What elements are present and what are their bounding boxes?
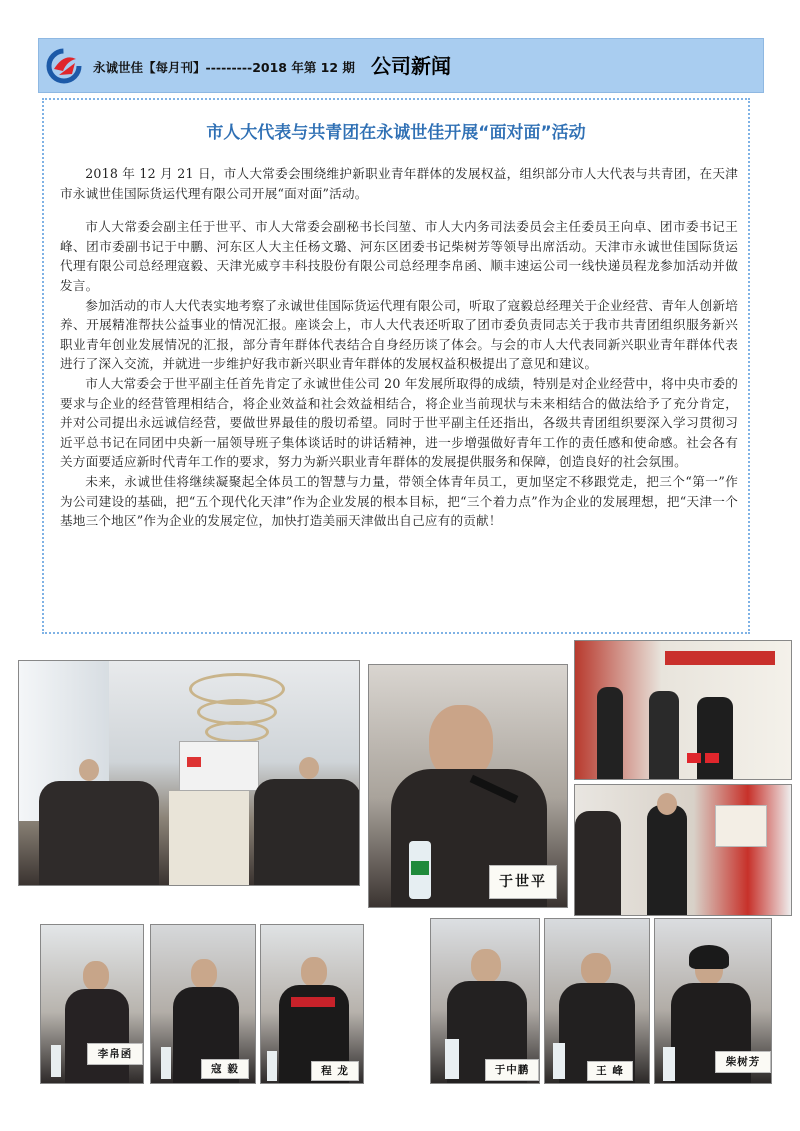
article-paragraph: 未来，永诚世佳将继续凝聚起全体员工的智慧与力量，带领全体青年员工，更加坚定不移跟党走，把三个“第一”作为公司建设的基础，把“五个现代化天津”作为企业发展的根本目标，把“三个着力点”作为企业的发展理想，把“天津一个基地三个地区”作为企业的发展定位，加快打造美丽天津做出自己应有的贡献！: [60, 473, 738, 529]
photo-kou-yi: [150, 924, 256, 1084]
article-paragraph: 2018 年 12 月 21 日，市人大常委会围绕维护新职业青年群体的发展权益，组织部分市人大代表与共青团，在天津市永诚世佳国际货运代理有限公司开展“面对面”活动。: [60, 166, 738, 201]
photo-li-bohan: [40, 924, 144, 1084]
company-logo-icon: [45, 47, 83, 85]
photo-caption: 李帛函: [87, 1043, 143, 1065]
section-title: 公司新闻: [371, 54, 451, 78]
photo-chai-shufang: [654, 918, 772, 1084]
photo-caption: 王 峰: [587, 1061, 633, 1081]
publication-issue: 永诚世佳【每月刊】---------2018 年第 12 期: [93, 60, 355, 75]
photo-caption: 柴树芳: [715, 1051, 771, 1073]
photo-caption: 于中鹏: [485, 1059, 539, 1081]
article-paragraph: 市人大常委会于世平副主任首先肯定了永诚世佳公司 20 年发展所取得的成绩，特别是对企业经营中，将中央市委的要求与企业的经营管理相结合，将企业效益和社会效益相结合，将企业当前现状与未来相结合的做法给予了充分肯定，并对公司提出永远诚信经营，要做世界最佳的殷切希望。同时于世平副主任还指出，各级共青团组织要深入学习贯彻习近平总书记在同团中央新一届领导班子集体谈话时的讲话精神，进一步增强做好青年工作的责任感和使命感。社会各有关方面要适应新时代青年工作的要求，努力为新兴职业青年群体的发展提供服务和保障，创造良好的社会氛围。: [60, 375, 738, 470]
photo-yu-zhongpeng: [430, 918, 540, 1084]
article-paragraph: 市人大常委会副主任于世平、市人大常委会副秘书长闫堃、市人大内务司法委员会主任委员王向卓、团市委书记王峰、团市委副书记于中鹏、河东区人大主任杨文璐、河东区团委书记柴树芳等领导出席活动。天津市永诚世佳国际货运代理有限公司总经理寇毅、天津光威亨丰科技股份有限公司总经理李帛函、顺丰速运公司一线快递员程龙参加活动并做发言。: [60, 219, 738, 293]
article-box: [42, 98, 750, 634]
masthead: [38, 38, 764, 93]
photo-caption: 程 龙: [311, 1061, 359, 1081]
photo-wang-feng: [544, 918, 650, 1084]
article-body: [60, 164, 738, 531]
article-paragraph: 参加活动的市人大代表实地考察了永诚世佳国际货运代理有限公司，听取了寇毅总经理关于企业经营、青年人创新培养、开展精准帮扶公益事业的情况汇报。座谈会上，市人大代表还听取了团市委负责同志关于我市共青团组织服务新兴职业青年创业发展情况的汇报，部分青年群体代表结合自身经历谈了体会。与会的市人大代表同新兴职业青年群体代表进行了深入交流，并就进一步维护好我市新兴职业青年群体的发展权益积极提出了意见和建议。: [60, 297, 738, 372]
photo-cheng-long: [260, 924, 364, 1084]
article-title: 市人大代表与共青团在永诚世佳开展“面对面”活动: [206, 123, 586, 143]
photo-caption: 于世平: [489, 865, 557, 899]
photo-meeting-room: [18, 660, 360, 886]
photo-exhibition-wall: [574, 640, 792, 780]
photo-caption: 寇 毅: [201, 1059, 249, 1079]
photo-presentation: [574, 784, 792, 916]
photo-yu-shiping: [368, 664, 568, 908]
